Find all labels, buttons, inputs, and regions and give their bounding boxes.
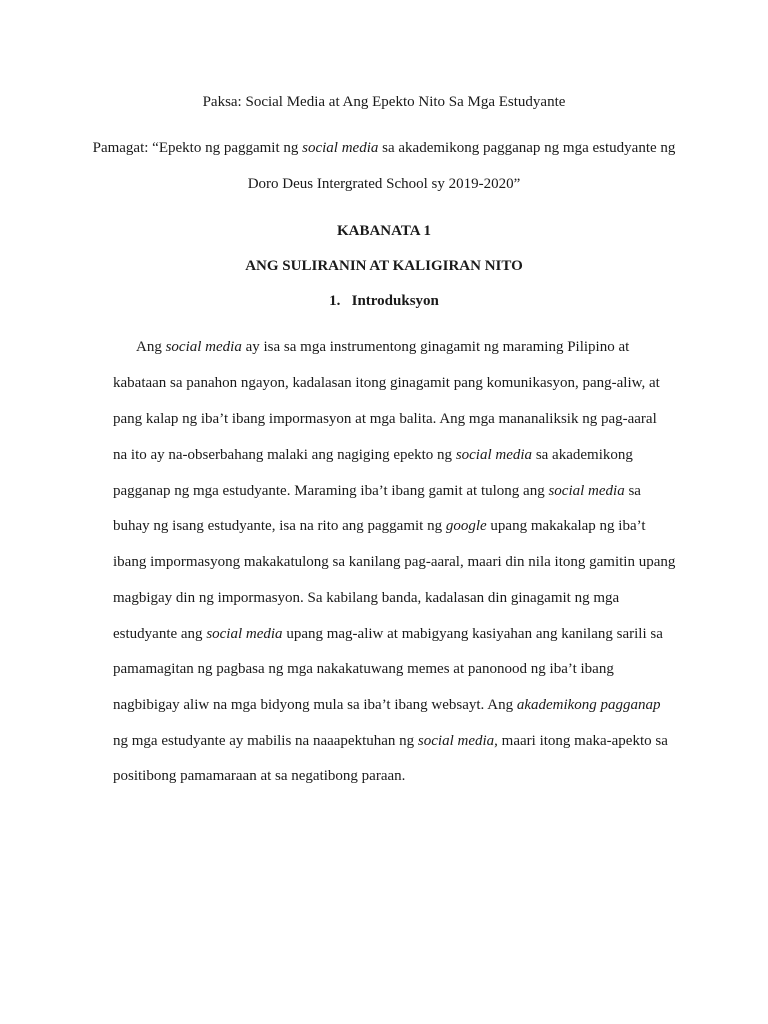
paragraph-line: kabataan sa panahon ngayon, kadalasan itong ginagamit pang komunikasyon, pang-aliw, at — [113, 375, 660, 391]
paragraph-line — [113, 732, 668, 750]
pamagat-text: sa akademikong pagganap ng mga estudyante ng — [378, 140, 676, 156]
paragraph-text: sa akademikong — [532, 447, 633, 463]
section-title: Introduksyon — [351, 293, 439, 309]
paragraph-emphasis: social media — [165, 339, 242, 355]
paragraph-line: pamamagitan ng pagbasa ng mga nakakatuwang memes at panonood ng iba’t ibang — [113, 661, 614, 677]
paragraph-line: ibang impormasyong makakatulong sa kanilang pag-aaral, maari din nila itong gamitin upang — [113, 554, 676, 570]
paragraph-text: upang mag-aliw at mabigyang kasiyahan ang kanilang sarili sa — [282, 626, 663, 642]
paragraph-line: positibong pamamaraan at sa negatibong paraan. — [113, 768, 406, 784]
paragraph-text: buhay ng isang estudyante, isa na rito ang paggamit ng — [113, 518, 446, 534]
paragraph-text: pagganap ng mga estudyante. Maraming iba’t ibang gamit at tulong ang — [113, 483, 549, 499]
paragraph-emphasis: social media — [548, 483, 625, 499]
paragraph-emphasis: social media — [206, 626, 283, 642]
paksa-line: Paksa: Social Media at Ang Epekto Nito Sa Mga Estudyante — [202, 94, 566, 110]
pamagat-line-2: Doro Deus Intergrated School sy 2019-2020” — [247, 176, 521, 192]
paragraph-line: magbigay din ng impormasyon. Sa kabilang banda, kadalasan din ginagamit ng mga — [113, 590, 620, 606]
section-number: 1. — [329, 293, 341, 309]
paragraph-text: sa — [624, 483, 641, 499]
paragraph-line — [113, 696, 661, 714]
chapter-heading: KABANATA 1 — [336, 223, 432, 239]
paragraph-emphasis: akademikong pagganap — [516, 697, 661, 713]
paragraph-line: pang kalap ng iba’t ibang impormasyon at mga balita. Ang mga mananaliksik ng pag-aaral — [113, 411, 657, 427]
paragraph-text: upang makakalap ng iba’t — [486, 518, 646, 534]
paragraph-line — [136, 338, 629, 356]
paragraph-emphasis: google — [445, 518, 487, 534]
pamagat-line-1 — [0, 139, 768, 157]
paragraph-text: nagbibigay aliw na mga bidyong mula sa iba’t ibang websayt. Ang — [113, 697, 517, 713]
paragraph-line — [113, 517, 646, 535]
paragraph-text: ng mga estudyante ay mabilis na naaapektuhan ng — [113, 733, 418, 749]
pamagat-emphasis: social media — [302, 140, 379, 156]
paragraph-line — [113, 446, 633, 464]
paragraph-line — [113, 482, 641, 500]
section-heading — [0, 292, 768, 310]
paragraph-text: estudyante ang — [113, 626, 207, 642]
pamagat-text: Pamagat: “Epekto ng paggamit ng — [92, 140, 303, 156]
paragraph-text: na ito ay na-obserbahang malaki ang nagiging epekto ng — [113, 447, 456, 463]
paragraph-text: ay isa sa mga instrumentong ginagamit ng maraming Pilipino at — [241, 339, 630, 355]
chapter-title: ANG SULIRANIN AT KALIGIRAN NITO — [245, 258, 523, 274]
paragraph-line — [113, 625, 663, 643]
paragraph-text: Ang — [136, 339, 166, 355]
paragraph-emphasis: social media — [417, 733, 495, 749]
paragraph-emphasis: social media — [455, 447, 533, 463]
paragraph-text: , maari itong maka-apekto sa — [494, 733, 668, 749]
